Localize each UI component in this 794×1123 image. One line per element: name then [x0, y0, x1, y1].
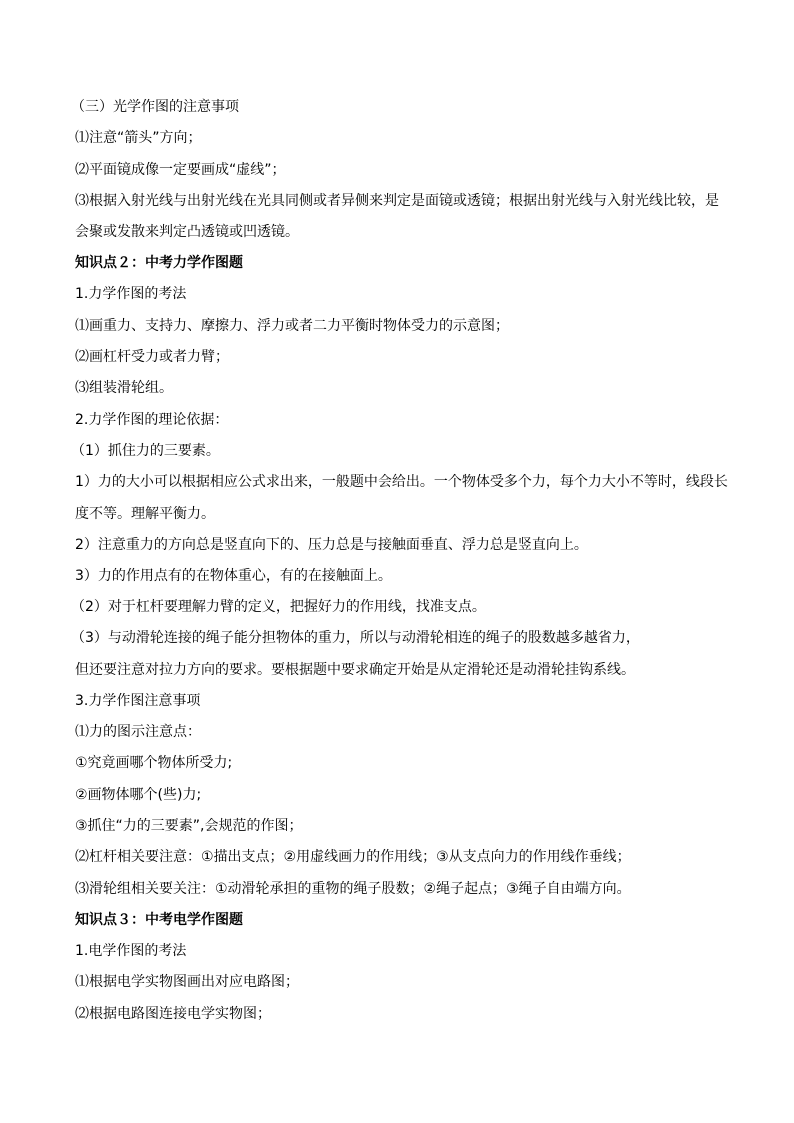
list-item: ⑴画重力、支持力、摩擦力、浮力或者二力平衡时物体受力的示意图；: [75, 317, 509, 334]
list-item: ②画物体哪个(些)力;: [75, 786, 202, 803]
list-item-line: 但还要注意对拉力方向的要求。要根据题中要求确定开始是从定滑轮还是动滑轮挂钩系线。: [75, 661, 635, 678]
list-item: ⑵平面镜成像一定要画成“虚线”；: [75, 161, 286, 178]
list-item: ⑵杠杆相关要注意：①描出支点；②用虚线画力的作用线；③从支点向力的作用线作垂线；: [75, 849, 631, 866]
list-item-line: 度不等。理解平衡力。: [75, 505, 215, 522]
list-item: ⑶滑轮组相关要关注：①动滑轮承担的重物的绳子股数；②绳子起点；③绳子自由端方向。: [75, 880, 631, 897]
list-item: ⑶组装滑轮组。: [75, 380, 173, 397]
list-item: （1）抓住力的三要素。: [71, 442, 220, 459]
list-item-line: 1）力的大小可以根据相应公式求出来，一般题中会给出。一个物体受多个力，每个力大小不等时，线段长: [75, 474, 728, 491]
subsection-heading: 3.力学作图注意事项: [75, 692, 201, 709]
knowledge-point-heading-mechanics: 知识点２：中考力学作图题: [75, 255, 243, 272]
list-item: 2）注意重力的方向总是竖直向下的、压力总是与接触面垂直、浮力总是竖直向上。: [75, 536, 588, 553]
list-item: ⑵画杠杆受力或者力臂；: [75, 349, 229, 366]
list-item: ⑵根据电路图连接电学实物图；: [75, 1005, 271, 1022]
list-item: ③抓住“力的三要素”,会规范的作图；: [75, 817, 303, 834]
list-item: [75, 191, 723, 242]
list-item-line: 会聚或发散来判定凸透镜或凹透镜。: [75, 224, 299, 241]
subsection-heading: 1.电学作图的考法: [75, 943, 187, 960]
section-heading-optics-notes: （三）光学作图的注意事项: [71, 99, 239, 115]
knowledge-point-heading-electricity: 知识点３：中考电学作图题: [75, 911, 243, 928]
subsection-heading: 1.力学作图的考法: [75, 286, 187, 303]
list-item: [71, 628, 723, 679]
list-item: [75, 472, 728, 523]
list-item: （2）对于杠杆要理解力臂的定义，把握好力的作用线，找准支点。: [71, 599, 486, 616]
list-item-line: （3）与动滑轮连接的绳子能分担物体的重力，所以与动滑轮相连的绳子的股数越多越省力，: [71, 630, 640, 647]
list-item: ⑴根据电学实物图画出对应电路图；: [75, 974, 299, 991]
subsection-heading: 2.力学作图的理论依据：: [75, 411, 229, 428]
list-item: ⑴力的图示注意点：: [75, 724, 201, 741]
list-item: ①究竟画哪个物体所受力;: [75, 755, 233, 772]
list-item-line: ⑶根据入射光线与出射光线在光具同侧或者异侧来判定是面镜或透镜；根据出射光线与入射光线比较，是: [75, 192, 719, 209]
list-item: ⑴注意“箭头”方向；: [75, 130, 202, 147]
list-item: 3）力的作用点有的在物体重心，有的在接触面上。: [75, 567, 392, 584]
document-body: [71, 97, 728, 1035]
